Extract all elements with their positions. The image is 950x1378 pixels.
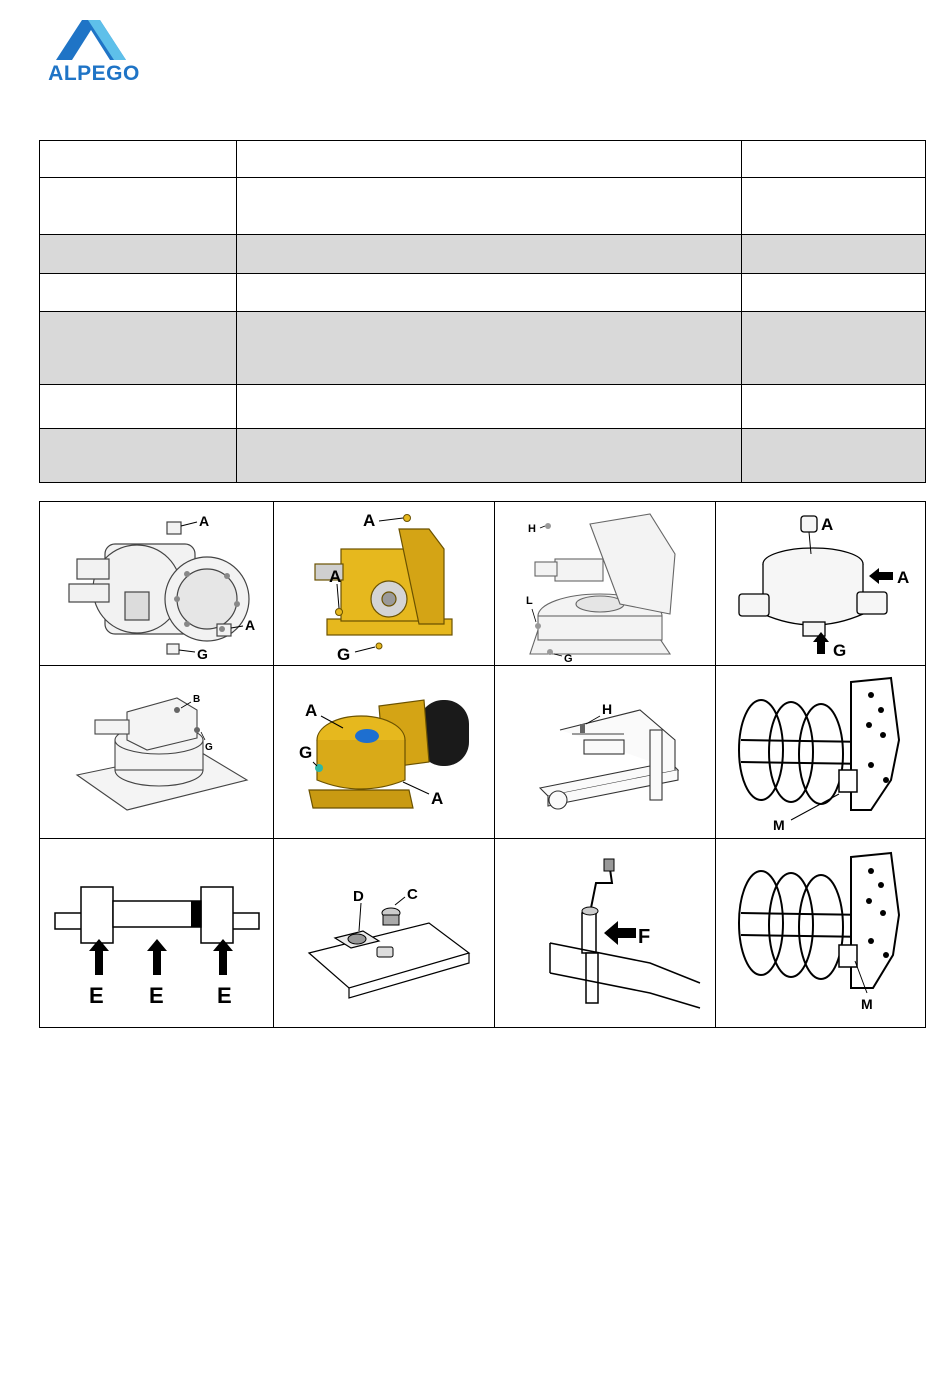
- figure-spiral-rotor-m: [716, 666, 926, 839]
- table-cell: [237, 235, 742, 274]
- table-cell: [742, 141, 926, 178]
- callout-label: A: [896, 567, 909, 587]
- callout-label: L: [526, 594, 533, 607]
- callout-label: C: [407, 886, 418, 903]
- figure-vertical-drive: [40, 666, 274, 839]
- callout-label: B: [192, 693, 200, 705]
- callout-label: A: [305, 700, 318, 720]
- figure-gearbox-vertical: [495, 502, 716, 666]
- figure-spiral-rotor-m-detail: [716, 839, 926, 1028]
- callout-label: M: [860, 996, 873, 1012]
- callout-label: H: [528, 522, 536, 535]
- figure-motor-gearbox: [274, 666, 495, 839]
- table-cell: [742, 274, 926, 312]
- table-cell: [237, 178, 742, 235]
- callout-label: E: [216, 983, 232, 1008]
- table-cell: [742, 235, 926, 274]
- table-cell: [40, 274, 237, 312]
- figure-pto-shaft: [40, 839, 274, 1028]
- table-cell: [40, 235, 237, 274]
- table-cell: [742, 178, 926, 235]
- figure-frame-grease: [495, 666, 716, 839]
- callout-label: A: [820, 514, 833, 534]
- figure-gearbox-grey: [40, 502, 274, 666]
- table-cell: [237, 141, 742, 178]
- callout-label: H: [602, 700, 613, 717]
- table-row: [40, 178, 926, 235]
- callout-label: G: [299, 742, 313, 762]
- callout-label: A: [198, 512, 209, 529]
- table-cell: [237, 385, 742, 429]
- figure-bevel-gearbox: [716, 502, 926, 666]
- callout-label: G: [337, 644, 351, 664]
- table-cell: [237, 274, 742, 312]
- callout-label: E: [88, 983, 104, 1008]
- maintenance-table: [39, 140, 926, 483]
- callout-label: G: [196, 645, 208, 662]
- table-cell: [40, 141, 237, 178]
- callout-label: G: [564, 652, 573, 664]
- table-row: [40, 235, 926, 274]
- table-cell: [742, 385, 926, 429]
- table-cell: [40, 429, 237, 483]
- callout-label: A: [363, 510, 376, 530]
- figure-grid: [39, 501, 926, 1028]
- table-row: [40, 312, 926, 385]
- callout-label: M: [772, 816, 785, 833]
- logo-mark-icon: [36, 16, 152, 64]
- table-row: [40, 429, 926, 483]
- callout-label: G: [832, 640, 846, 660]
- callout-label: A: [329, 566, 342, 586]
- table-cell: [40, 312, 237, 385]
- table-cell: [237, 312, 742, 385]
- table-row: [40, 274, 926, 312]
- table-row: [40, 141, 926, 178]
- callout-label: A: [244, 616, 255, 633]
- callout-label: E: [148, 983, 164, 1008]
- alpego-logo: [36, 16, 152, 84]
- table-cell: [40, 178, 237, 235]
- callout-label: G: [204, 741, 213, 753]
- callout-label: A: [431, 788, 444, 808]
- callout-label: D: [353, 888, 364, 905]
- table-cell: [40, 385, 237, 429]
- table-cell: [742, 312, 926, 385]
- figure-gearbox-yellow: [274, 502, 495, 666]
- figure-crank-adjuster: [495, 839, 716, 1028]
- table-cell: [237, 429, 742, 483]
- table-cell: [742, 429, 926, 483]
- callout-label: F: [638, 926, 651, 948]
- table-row: [40, 385, 926, 429]
- logo-text: ALPEGO: [48, 62, 140, 85]
- figure-plate-plug: [274, 839, 495, 1028]
